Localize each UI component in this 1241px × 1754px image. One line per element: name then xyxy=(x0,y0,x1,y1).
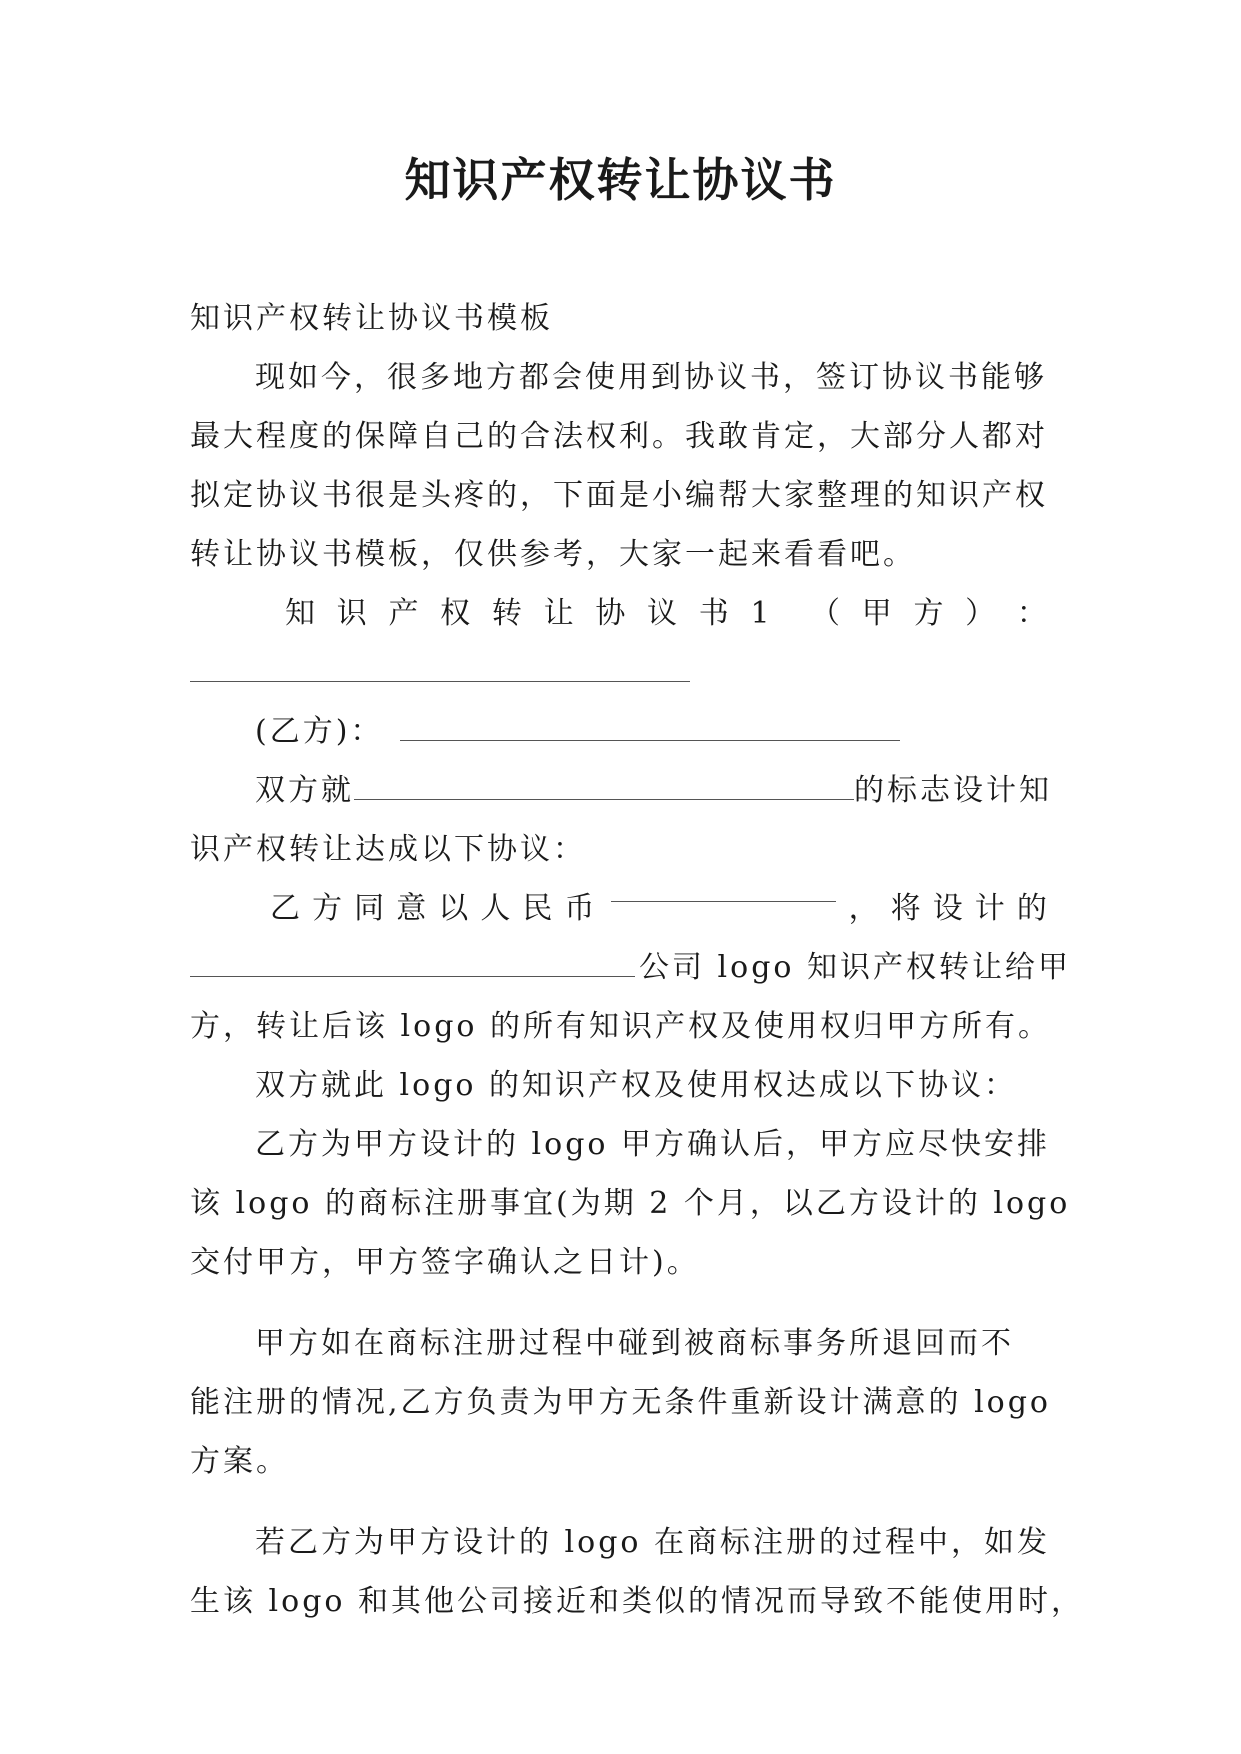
heading-char: ： xyxy=(1016,596,1050,631)
heading-char: 议 xyxy=(647,596,681,631)
clause-4-line-1: 乙方为甲方设计的 logo 甲方确认后，甲方应尽快安排 xyxy=(255,1127,1050,1162)
heading-char: 1 xyxy=(750,596,773,631)
heading-char: ） xyxy=(965,596,999,631)
heading-char: （ xyxy=(810,596,843,631)
intro-line-4: 转让协议书模板，仅供参考，大家一起来看看吧。 xyxy=(190,537,916,572)
clause-5-line-3: 方案。 xyxy=(190,1444,289,1479)
clause-2-char: 设 xyxy=(932,891,966,926)
clause-5-line-2: 能注册的情况,乙方负责为甲方无条件重新设计满意的 logo xyxy=(190,1385,1051,1420)
heading-char: 知 xyxy=(285,596,318,631)
heading-char: 方 xyxy=(913,596,947,631)
party-b-line xyxy=(190,702,1050,761)
clause-1-line-2: 识产权转让达成以下协议： xyxy=(190,832,586,867)
clause-2-line-2-suffix: 公司 logo 知识产权转让给甲 xyxy=(639,950,1071,985)
heading-char: 甲 xyxy=(861,596,895,631)
clause-4-line-3: 交付甲方，甲方签字确认之日计)。 xyxy=(190,1245,700,1280)
heading-char: 书 xyxy=(698,596,732,631)
clause-2-char: ， xyxy=(848,891,882,926)
clause-3: 双方就此 logo 的知识产权及使用权达成以下协议： xyxy=(255,1068,1017,1103)
clause-2-char: 计 xyxy=(974,891,1008,926)
heading-char: 权 xyxy=(440,596,474,631)
clause-4-line-2: 该 logo 的商标注册事宜(为期 2 个月，以乙方设计的 logo xyxy=(190,1186,1071,1221)
design-subject-blank[interactable] xyxy=(354,777,854,800)
clause-2-char: 的 xyxy=(1016,891,1050,926)
heading-char: 让 xyxy=(543,596,577,631)
party-b-label: (乙方)： xyxy=(255,714,384,749)
clause-2-line-2 xyxy=(190,938,1071,997)
heading-char: 产 xyxy=(388,596,422,631)
company-blank[interactable] xyxy=(190,954,635,977)
intro-line-3: 拟定协议书很是头疼的，下面是小编帮大家整理的知识产权 xyxy=(190,478,1048,513)
clause-2-char: 乙 xyxy=(270,891,303,926)
heading-char: 协 xyxy=(595,596,629,631)
clause-6-line-1: 若乙方为甲方设计的 logo 在商标注册的过程中，如发 xyxy=(255,1525,1050,1560)
clause-2-line-1 xyxy=(190,879,1050,938)
clause-6-line-2: 生该 logo 和其他公司接近和类似的情况而导致不能使用时， xyxy=(190,1584,1084,1619)
document-title: 知识产权转让协议书 xyxy=(404,153,837,207)
heading-char: 识 xyxy=(336,596,370,631)
clause-2-char: 意 xyxy=(396,891,430,926)
document-subtitle: 知识产权转让协议书模板 xyxy=(190,301,553,336)
intro-line-1: 现如今，很多地方都会使用到协议书，签订协议书能够 xyxy=(255,360,1047,395)
clause-1-line-1 xyxy=(190,761,1050,820)
clause-2-char: 人 xyxy=(480,891,514,926)
party-a-blank-line xyxy=(190,643,1050,702)
clause-2-char: 同 xyxy=(354,891,388,926)
party-a-blank[interactable] xyxy=(190,659,690,682)
clause-2-char: 以 xyxy=(438,891,472,926)
amount-blank[interactable] xyxy=(611,879,836,902)
heading-char: 转 xyxy=(491,596,525,631)
clause-2-char: 方 xyxy=(312,891,346,926)
clause-1-suffix: 的标志设计知 xyxy=(854,773,1052,808)
clause-2-char: 将 xyxy=(890,891,924,926)
clause-2-line-3: 方，转让后该 logo 的所有知识产权及使用权归甲方所有。 xyxy=(190,1009,1051,1044)
clause-1-prefix: 双方就 xyxy=(255,773,354,808)
clause-2-char: 币 xyxy=(564,891,598,926)
clause-5-line-1: 甲方如在商标注册过程中碰到被商标事务所退回而不 xyxy=(255,1326,1014,1361)
agreement-heading xyxy=(190,584,1050,643)
document-body xyxy=(190,289,1084,1631)
intro-line-2: 最大程度的保障自己的合法权利。我敢肯定，大部分人都对 xyxy=(190,419,1048,454)
party-b-blank[interactable] xyxy=(400,718,900,741)
clause-2-char: 民 xyxy=(522,891,556,926)
